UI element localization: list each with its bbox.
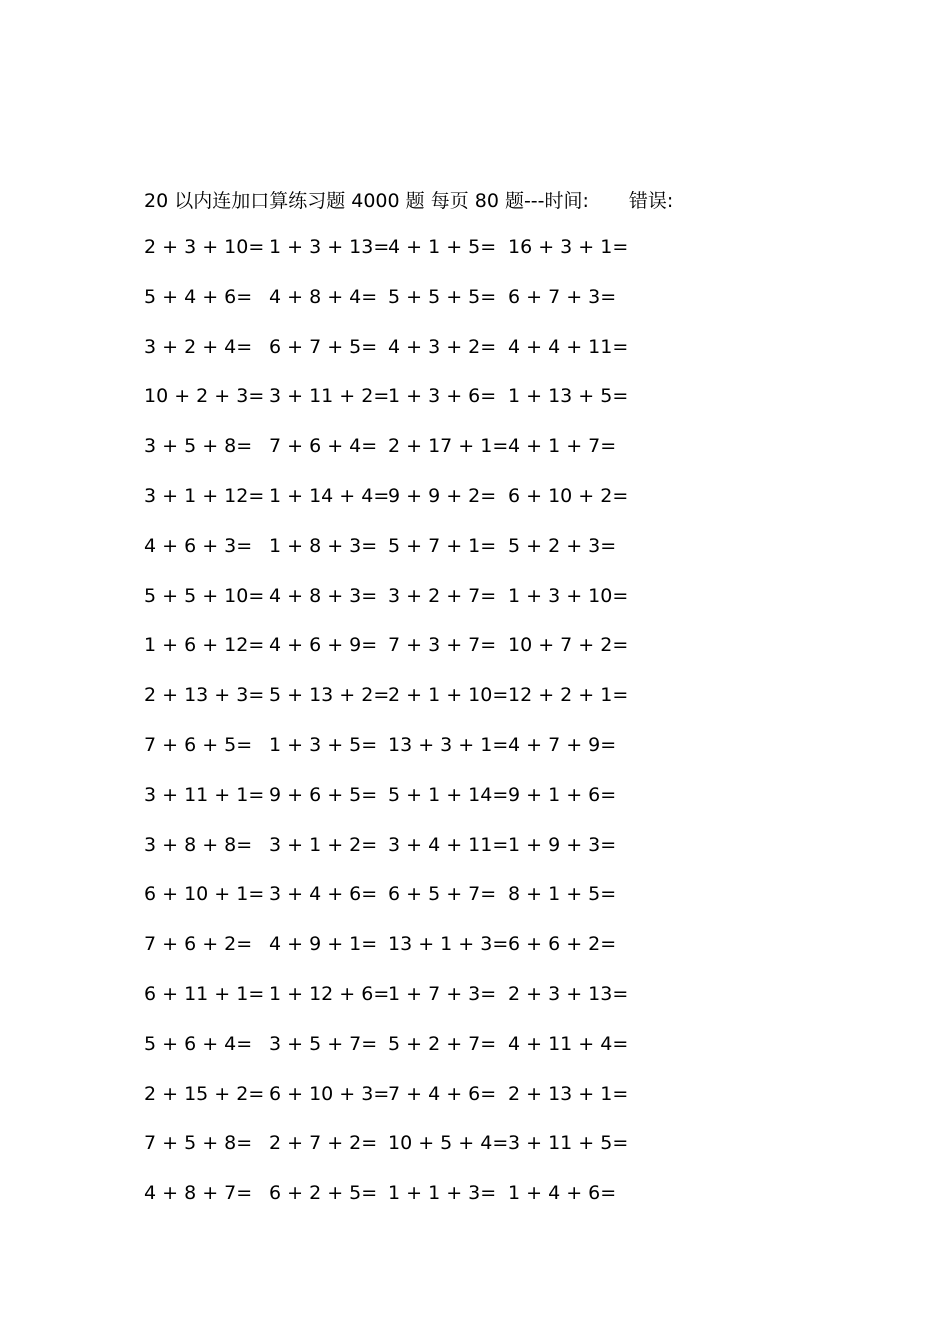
problem-row (0, 983, 950, 1033)
problem: 7 + 3 + 7= (388, 634, 497, 657)
problem: 2 + 3 + 10= (144, 236, 265, 258)
problem: 3 + 4 + 11= (388, 833, 509, 856)
problem: 6 + 5 + 7= (388, 883, 497, 906)
problem: 3 + 5 + 7= (269, 1032, 378, 1055)
problem: 7 + 6 + 5= (144, 733, 253, 756)
problem: 4 + 7 + 9= (508, 733, 617, 756)
problem: 2 + 7 + 2= (269, 1132, 378, 1155)
problem: 4 + 6 + 3= (144, 534, 253, 557)
problem: 9 + 6 + 5= (269, 783, 378, 806)
problem: 3 + 11 + 1= (144, 783, 265, 806)
problem: 2 + 13 + 3= (144, 684, 265, 707)
problem: 6 + 7 + 3= (508, 285, 617, 308)
problem-row (0, 784, 950, 834)
problem: 4 + 6 + 9= (269, 634, 378, 657)
problem: 3 + 4 + 6= (269, 883, 378, 906)
problem-row (0, 933, 950, 983)
problem: 1 + 6 + 12= (144, 634, 265, 657)
problem: 12 + 2 + 1= (508, 684, 629, 707)
problem-row (0, 1083, 950, 1133)
problem: 2 + 15 + 2= (144, 1082, 265, 1105)
problem: 1 + 3 + 6= (388, 385, 497, 408)
problem: 5 + 6 + 4= (144, 1032, 253, 1055)
problem: 6 + 10 + 1= (144, 883, 265, 906)
problem-row (0, 286, 950, 336)
problem: 5 + 4 + 6= (144, 285, 253, 308)
problem: 3 + 1 + 12= (144, 484, 265, 507)
worksheet-title (144, 186, 673, 213)
problem: 1 + 9 + 3= (508, 833, 617, 856)
problem: 5 + 5 + 5= (388, 285, 497, 308)
problem: 1 + 12 + 6= (269, 982, 390, 1005)
problem-row (0, 585, 950, 635)
title-text: 20 以内连加口算练习题 4000 题 每页 80 题---时间: (144, 190, 589, 212)
problem-row (0, 684, 950, 734)
problem: 5 + 1 + 14= (388, 783, 509, 806)
problem: 10 + 5 + 4= (388, 1132, 509, 1155)
problem: 3 + 5 + 8= (144, 435, 253, 458)
problem: 1 + 7 + 3= (388, 982, 497, 1005)
problem: 3 + 8 + 8= (144, 833, 253, 856)
problem-grid (0, 236, 950, 1232)
problem: 5 + 13 + 2= (269, 684, 390, 707)
problem: 4 + 3 + 2= (388, 335, 497, 358)
problem-row (0, 1033, 950, 1083)
problem: 1 + 13 + 5= (508, 385, 629, 408)
problem: 2 + 3 + 13= (508, 982, 629, 1005)
problem: 3 + 11 + 5= (508, 1132, 629, 1155)
problem: 7 + 6 + 4= (269, 435, 378, 458)
problem: 5 + 2 + 3= (508, 534, 617, 557)
problem-row (0, 385, 950, 435)
problem: 6 + 6 + 2= (508, 933, 617, 956)
problem: 2 + 1 + 10= (388, 684, 509, 707)
problem: 4 + 8 + 4= (269, 285, 378, 308)
problem: 5 + 5 + 10= (144, 584, 265, 607)
problem: 9 + 9 + 2= (388, 484, 497, 507)
problem: 9 + 1 + 6= (508, 783, 617, 806)
problem: 13 + 3 + 1= (388, 733, 509, 756)
problem-row (0, 485, 950, 535)
problem: 6 + 7 + 5= (269, 335, 378, 358)
problem: 13 + 1 + 3= (388, 933, 509, 956)
problem: 7 + 6 + 2= (144, 933, 253, 956)
errors-label: 错误: (628, 190, 674, 212)
problem: 1 + 4 + 6= (508, 1182, 617, 1205)
problem-row (0, 734, 950, 784)
problem: 6 + 10 + 3= (269, 1082, 390, 1105)
problem: 8 + 1 + 5= (508, 883, 617, 906)
problem: 1 + 1 + 3= (388, 1182, 497, 1205)
problem: 4 + 1 + 7= (508, 435, 617, 458)
problem: 7 + 5 + 8= (144, 1132, 253, 1155)
problem: 4 + 9 + 1= (269, 933, 378, 956)
problem: 3 + 2 + 4= (144, 335, 253, 358)
problem: 1 + 14 + 4= (269, 484, 390, 507)
problem: 7 + 4 + 6= (388, 1082, 497, 1105)
problem-row (0, 883, 950, 933)
problem-row (0, 336, 950, 386)
problem: 3 + 1 + 2= (269, 833, 378, 856)
problem-row (0, 535, 950, 585)
problem: 4 + 1 + 5= (388, 236, 497, 258)
problem: 1 + 8 + 3= (269, 534, 378, 557)
problem-row (0, 834, 950, 884)
problem-row (0, 1132, 950, 1182)
problem: 6 + 11 + 1= (144, 982, 265, 1005)
problem: 4 + 8 + 3= (269, 584, 378, 607)
problem: 1 + 3 + 10= (508, 584, 629, 607)
problem: 3 + 11 + 2= (269, 385, 390, 408)
problem: 3 + 2 + 7= (388, 584, 497, 607)
problem: 6 + 10 + 2= (508, 484, 629, 507)
problem-row (0, 236, 950, 286)
problem: 4 + 11 + 4= (508, 1032, 629, 1055)
problem: 1 + 3 + 5= (269, 733, 378, 756)
problem: 2 + 17 + 1= (388, 435, 509, 458)
problem: 5 + 7 + 1= (388, 534, 497, 557)
problem: 1 + 3 + 13= (269, 236, 390, 258)
problem: 16 + 3 + 1= (508, 236, 629, 258)
problem: 4 + 4 + 11= (508, 335, 629, 358)
problem: 5 + 2 + 7= (388, 1032, 497, 1055)
problem: 10 + 7 + 2= (508, 634, 629, 657)
problem-row (0, 634, 950, 684)
problem-row (0, 435, 950, 485)
problem: 4 + 8 + 7= (144, 1182, 253, 1205)
problem-row (0, 1182, 950, 1232)
problem: 2 + 13 + 1= (508, 1082, 629, 1105)
problem: 6 + 2 + 5= (269, 1182, 378, 1205)
problem: 10 + 2 + 3= (144, 385, 265, 408)
